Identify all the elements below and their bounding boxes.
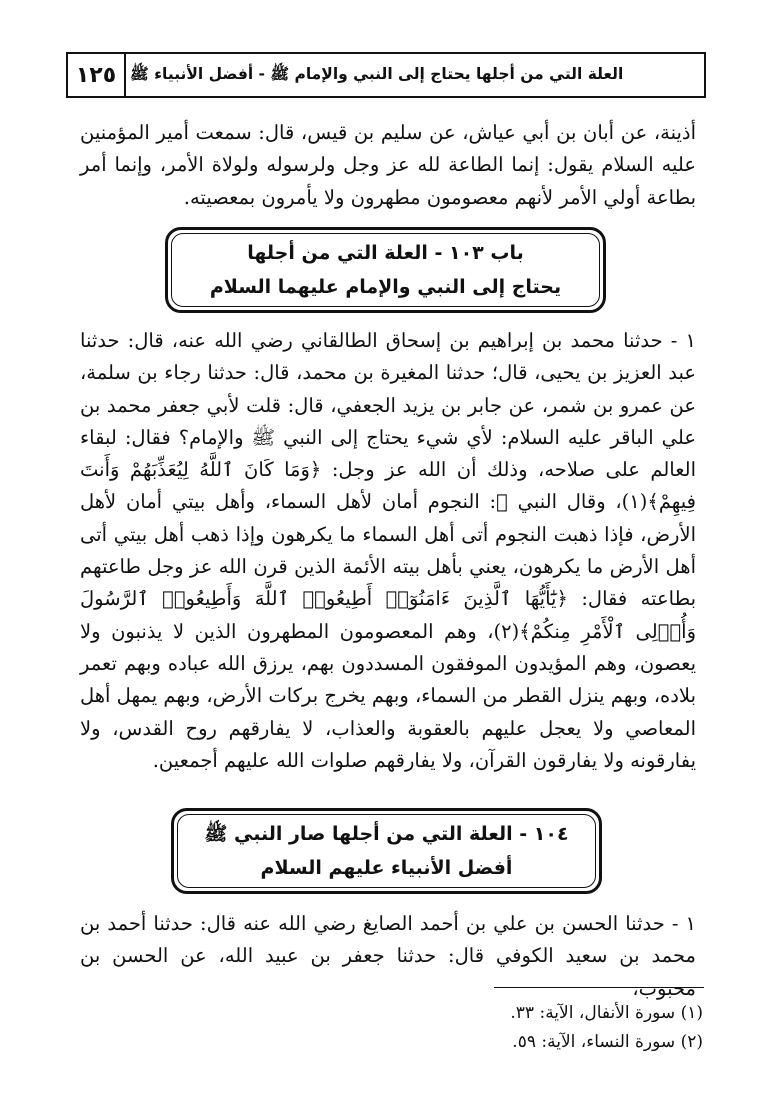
chapter-title-line-2: يحتاج إلى النبي والإمام عليهما السلام (209, 276, 562, 298)
chapter-title-line-1: باب ١٠٣ - العلة التي من أجلها (247, 242, 524, 264)
chapter-heading-frame (171, 233, 600, 307)
footnote: (١) سورة الأنفال، الآية: ٣٣. (510, 1003, 703, 1023)
footnote: (٢) سورة النساء، الآية: ٥٩. (512, 1032, 703, 1052)
chapter-heading-104 (171, 808, 602, 894)
intro-paragraph: أذينة، عن أبان بن أبي عياش، عن سليم بن قيس، قال: سمعت أمير المؤمنين عليه السلام يقول: إنما الطاعة لله عز وجل ولرسوله ولولاة الأمر، وإنما أمر بطاعة أولي الأمر لأنهم معصومون مطهرون ولا يأمرون بمعصيته. (80, 121, 696, 209)
chapter-heading-103 (165, 227, 606, 313)
chapter-heading-frame (177, 814, 596, 888)
page-number: ١٢٥ (68, 54, 126, 96)
footnote-divider (494, 987, 704, 988)
running-header (66, 52, 706, 98)
chapter-title-line-2: أفضل الأنبياء عليهم السلام (260, 857, 513, 879)
chapter-title-line-1: ١٠٤ - العلة التي من أجلها صار النبي ﷺ (204, 823, 569, 845)
hadith-paragraph-103: ١ - حدثنا محمد بن إبراهيم بن إسحاق الطالقاني رضي الله عنه، قال: حدثنا عبد العزيز بن يحيى، قال؛ حدثنا المغيرة بن محمد، قال: حدثنا رجاء بن سلمة، عن عمرو بن شمر، عن جابر بن يزيد الجعفي، قال: قلت لأبي جعفر محمد بن علي الباقر عليه السلام: لأي شيء يحتاج إلى النبي ﷺ والإمام؟ فقال: لبقاء العالم على صلاحه، وذلك أن الله عز وجل: ﴿وَمَا كَانَ ٱللَّهُ لِيُعَذِّبَهُمْ وَأَنتَ فِيهِمْ﴾(١)، وقال النبي ﷺ: النجوم أمان لأهل السماء، وأهل بيتي أمان لأهل الأرض، فإذا ذهبت النجوم أتى أهل السماء ما يكرهون وإذا ذهب أهل بيتي أتى أهل الأرض ما يكرهون، يعني بأهل بيته الأئمة الذين قرن الله عز وجل طاعتهم بطاعته فقال: ﴿يَٰٓأَيُّهَا ٱلَّذِينَ ءَامَنُوٓا۟ أَطِيعُوا۟ ٱللَّهَ وَأَطِيعُوا۟ ٱلرَّسُولَ وَأُو۟لِى ٱلْأَمْرِ مِنكُمْ﴾(٢)، وهم المعصومون المطهرون الذين لا يذنبون ولا يعصون، وهم المؤيدون الموفقون المسددون بهم، يرزق الله عباده وبهم تعمر بلاده، وبهم ينزل القطر من السماء، وبهم يخرج بركات الأرض، وبهم يمهل أهل المعاصي ولا يعجل عليهم بالعقوبة والعذاب، لا يفارقهم روح القدس، ولا يفارقونه ولا يفارقون القرآن، ولا يفارقهم صلوات الله عليهم أجمعين. (80, 329, 696, 772)
running-title: العلة التي من أجلها يحتاج إلى النبي والإمام ﷺ - أفضل الأنبياء ﷺ (130, 64, 624, 83)
hadith-paragraph-104: ١ - حدثنا الحسن بن علي بن أحمد الصايغ رضي الله عنه قال: حدثنا أحمد بن محمد بن سعيد الكوفي قال: حدثنا جعفر بن عبيد الله، عن الحسن بن محبوب، (80, 912, 696, 1000)
